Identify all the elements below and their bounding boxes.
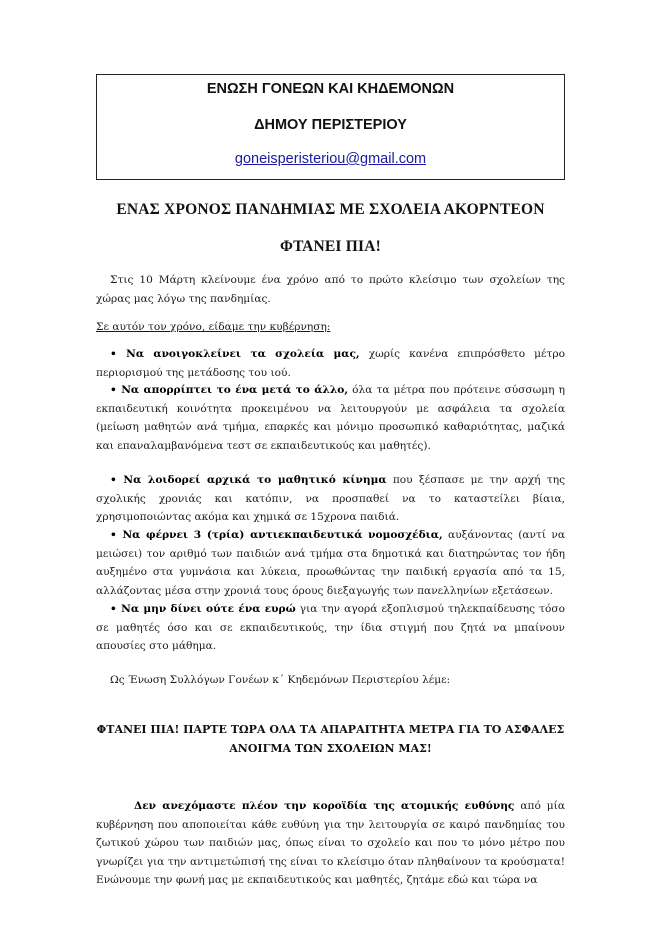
bullet-text: όλα τα μέτρα που πρότεινε σύσσωμη η εκπαιδευτική κοινότητα προκειμένου να λειτουργούν με ασφάλεια τα σχολεία (μείωση μαθητών ανά τμήμα, επαρκές και μόνιμο προσωπικό καθαριότητας, μαζικά και επαναλαμβανόμενα τεστ σε εκπαιδευτικούς και μαθητές). bbox=[96, 384, 565, 452]
municipality-name: ΔΗΜΟΥ ΠΕΡΙΣΤΕΡΙΟΥ bbox=[254, 117, 407, 133]
bullet-item bbox=[96, 471, 565, 527]
bullet-bold: • Να λοιδορεί αρχικά το μαθητικό κίνημα bbox=[110, 474, 387, 486]
email-link[interactable]: goneisperisteriou@gmail.com bbox=[234, 151, 427, 167]
callout-line-2: ΑΝΟΙΓΜΑ ΤΩΝ ΣΧΟΛΕΙΩΝ ΜΑΣ! bbox=[229, 742, 432, 755]
org-name: ΕΝΩΣΗ ΓΟΝΕΩΝ ΚΑΙ ΚΗΔΕΜΟΝΩΝ bbox=[206, 81, 455, 97]
closing-text: από μία κυβέρνηση που αποποιείται κάθε ευθύνη για την λειτουργία σε καιρό πανδημίας του ζωτικού χώρου των παιδιών μας, όπως είναι το σχολείο και που το μόνο μέτρο που γνωρίζει για την αντιμετώπισή της είναι το κλείσιμο όταν πληθαίνουν τα κρούσματα! Ενώνουμε την φωνή μας με εκπαιδευτικούς και μαθητές, ζητάμε εδώ και τώρα να bbox=[96, 800, 565, 886]
bullet-item bbox=[96, 345, 565, 382]
bullet-item bbox=[96, 600, 565, 656]
bullet-bold: • Να απορρίπτει το ένα μετά το άλλο, bbox=[110, 384, 349, 396]
bullet-bold: • Να μην δίνει ούτε ένα ευρώ bbox=[110, 603, 296, 615]
lead-text: Σε αυτόν τον χρόνο, είδαμε την κυβέρνηση: bbox=[96, 321, 331, 333]
bullet-text: για την αγορά εξοπλισμού τηλεκπαίδευσης τόσο σε μαθητές όσο και σε εκπαιδευτικούς, την ίδια στιγμή που ζητά να μπαίνουν απουσίες στο μάθημα. bbox=[96, 603, 565, 652]
document-title: ΕΝΑΣ ΧΡΟΝΟΣ ΠΑΝΔΗΜΙΑΣ ΜΕ ΣΧΟΛΕΙΑ ΑΚΟΡΝΤΕΟΝ bbox=[116, 201, 545, 218]
document-subtitle: ΦΤΑΝΕΙ ΠΙΑ! bbox=[280, 238, 381, 255]
bullet-text: που ξέσπασε με την αρχή της σχολικής χρονιάς και κατόπιν, να προσπαθεί να το καταστείλει βίαια, χρησιμοποιώντας ακόμα και χημικά σε 15χρονα παιδιά. bbox=[96, 474, 566, 523]
bullet-text: αυξάνοντας (αντί να μειώσει) τον αριθμό των παιδιών ανά τμήμα στα δημοτικά και διατηρώντας τον ήδη αυξημένο στα γυμνάσια και λύκεια, προωθώντας την παιδική εργασία από τα 15, αλλάζοντας μέσα στην χρονιά τους όρους διεξαγωγής των πανελληνίων εξετάσεων. bbox=[96, 529, 565, 597]
closing-bold: Δεν ανεχόμαστε πλέον την κοροϊδία της ατομικής ευθύνης bbox=[134, 800, 515, 812]
closing-paragraph bbox=[96, 797, 565, 890]
bullet-item bbox=[96, 526, 565, 600]
bullet-bold: • Να φέρνει 3 (τρία) αντιεκπαιδευτικά νομοσχέδια, bbox=[110, 529, 443, 541]
callout-line-1: ΦΤΑΝΕΙ ΠΙΑ! ΠΑΡΤΕ ΤΩΡΑ ΟΛΑ ΤΑ ΑΠΑΡΑΙΤΗΤΑ ΜΕΤΡΑ ΓΙΑ ΤΟ ΑΣΦΑΛΕΣ bbox=[96, 723, 565, 736]
lead-paragraph bbox=[96, 318, 565, 337]
bullet-bold: • Να ανοιγοκλείνει τα σχολεία μας, bbox=[110, 348, 360, 360]
bullet-item bbox=[96, 381, 565, 455]
statement-paragraph: Ως Ένωση Συλλόγων Γονέων κ΄ Κηδεμόνων Περιστερίου λέμε: bbox=[110, 674, 451, 686]
header-box bbox=[96, 74, 565, 180]
bullet-text: χωρίς κανένα επιπρόσθετο μέτρο περιορισμού της μετάδοσης του ιού. bbox=[96, 348, 566, 379]
intro-paragraph: Στις 10 Μάρτη κλείνουμε ένα χρόνο από το πρώτο κλείσιμο των σχολείων της χώρας μας λόγω της πανδημίας. bbox=[96, 274, 565, 305]
